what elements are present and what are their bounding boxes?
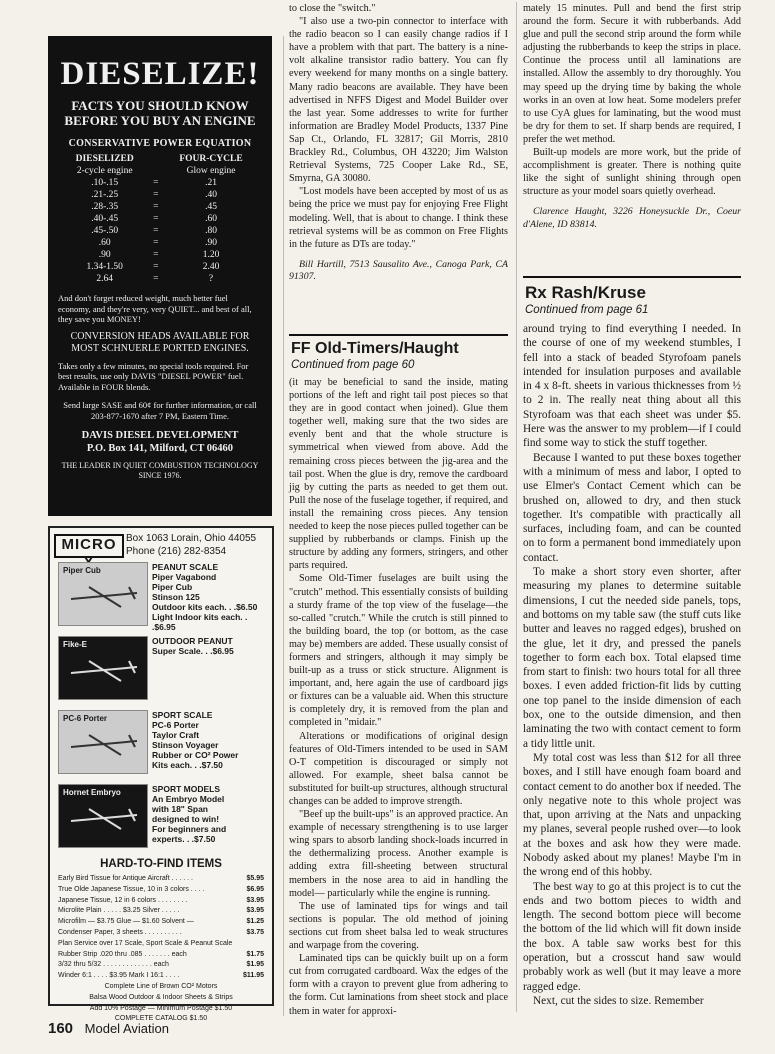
paragraph: To make a short story even shorter, after measuring my planes to determine suitable dimensions, I cut the needed side panels, tops, and bottoms on my table saw (the stuff cuts like butter and leaves no ragged edges), brushed on the glue, let it dry, and pressed the panels together to form each box. Total elapsed time from start to finish: two hours total for all three boxes. I even added friction-fit lids by cutting one top panel to the inside dimension of each box, one to the outside dimension, and then laminating the two with contact cement to form a tidy little unit. bbox=[523, 566, 741, 750]
company-address: P.O. Box 141, Milford, CT 06460 bbox=[86, 443, 234, 454]
power-cell: .21 bbox=[205, 178, 217, 188]
power-cell: ? bbox=[208, 274, 214, 284]
paragraph: Alterations or modifications of original design features of Old-Timers intended to be used in SAM O-T competition is discouraged or simply not allowed. For example, sheet balsa cannot be substituted for built-up structures, although structural changes can be added to improve strength. bbox=[289, 730, 508, 807]
power-cell: = bbox=[153, 178, 159, 188]
product-line: For beginners and bbox=[152, 824, 227, 834]
item-row bbox=[58, 939, 264, 950]
paragraph: The best way to go at this project is to cut the ends and two bottom pieces to width and length. The second bottom piece will become the bottom of the lid which will fit down inside the box. A table saw works best for this operation, but a crosscut hand saw would probably work as well (but it may leave a more ragged edge. bbox=[523, 880, 741, 993]
paragraph: Laminated tips can be quickly built up on a form cut from corrugated cardboard. Wax the edges of the form with a crayon to prevent glue from adhering to the form. Cut laminations from sheet stock and place them in water for approxi- bbox=[289, 953, 508, 1017]
ad-para-1: And don't forget reduced weight, much better fuel economy, and they're very, very QUIET... and best of all, they save you MONEY! bbox=[58, 293, 252, 324]
power-cell: = bbox=[153, 202, 159, 212]
photo-label: Hornet Embryo bbox=[63, 788, 121, 797]
product-line: Kits each. . .$7.50 bbox=[152, 760, 223, 770]
product-line: SPORT SCALE bbox=[152, 710, 213, 720]
closing-line: COMPLETE CATALOG $1.50 bbox=[114, 1015, 208, 1023]
power-row bbox=[58, 273, 262, 285]
product-line: with 18" Span bbox=[152, 804, 208, 814]
item-price: $11.95 bbox=[242, 972, 264, 980]
item-row bbox=[58, 971, 264, 982]
power-cell: = bbox=[153, 274, 159, 284]
power-row bbox=[58, 177, 262, 189]
power-cell: .28-.35 bbox=[91, 202, 119, 212]
microx-address bbox=[126, 532, 256, 558]
product-line: An Embryo Model bbox=[152, 794, 225, 804]
item-name: True Olde Japanese Tissue, 10 in 3 colors . . . . bbox=[58, 885, 205, 893]
product-description bbox=[152, 784, 226, 844]
paragraph: Because I wanted to put these boxes together with a minimum of mess and labor, I opted to use Elmer's Contact Cement which can be brushed on, allowed to dry, and then stuck together. It's compatible with practically all surfaces, including foam, and can be counted on to form a permanent bond immediately upon contact. bbox=[523, 451, 741, 564]
product-line: experts. . .$7.50 bbox=[152, 834, 216, 844]
power-cell: .60 bbox=[98, 238, 111, 248]
closing-line: Add 10% Postage — Minimum Postage $1.50 bbox=[89, 1004, 233, 1012]
product-row bbox=[58, 710, 270, 776]
paragraph: Some Old-Timer fuselages are built using the "crutch" method. This essentially consists of building a sturdy frame of the top view of the fuselage—the so-called "crutch." While the crutch is still pinned to the building board, the top (or bottom, as the case may be) members are added. These usually consist of formers and stringers, although it may simply be built-up as a truss or stick structure. Alignment is important, and, here again the use of cardboard jigs or fixtures can be a valuable aid. When this structure is completely dry, it is removed from the plan and completed in "midair." bbox=[289, 573, 508, 729]
col1-sub: 2-cycle engine bbox=[76, 166, 133, 176]
rx-continued: Continued from page 61 bbox=[525, 304, 649, 316]
section-rule bbox=[523, 276, 741, 278]
col2-sub: Glow engine bbox=[186, 166, 236, 176]
product-line: Piper Vagabond bbox=[152, 572, 217, 582]
column-2-ff bbox=[289, 376, 508, 1018]
power-row bbox=[58, 213, 262, 225]
paragraph: Built-up models are more work, but the pride of accomplishment is greater. There is nothing quite like the sight of sunlight shining through open structure as your model soars quietly overhead. bbox=[523, 147, 741, 198]
power-row bbox=[58, 237, 262, 249]
paragraph: around trying to find everything I needed. In the course of one of my weekend stumbles, I fell into a stack of beaded Styrofoam panels intended for insulation purposes and available in 4 x 8-ft. sheets in various thicknesses from ½ to 2 in. The really neat thing about all this Styrofoam was that each sheet was under $5. Here was the answer to my problem—if I could find some way to stick the stuff together. bbox=[523, 323, 741, 450]
ff-continued: Continued from page 60 bbox=[291, 359, 415, 371]
ad-para-2: CONVERSION HEADS AVAILABLE FOR MOST SCHNUERLE PORTED ENGINES. bbox=[70, 330, 250, 354]
microx-ad bbox=[48, 526, 274, 1023]
airplane-photo bbox=[58, 562, 148, 626]
paragraph: "Lost models have been accepted by most of us as being the price we must pay for enjoying Free Flight modeling. Well, that is about to change. I think these retrieval systems will be as common on Free Flights in the future as DTs are today." bbox=[289, 186, 508, 250]
item-name: Microfilm — $3.75 Glue — $1.60 Solvent — bbox=[58, 918, 194, 926]
product-line: Stinson Voyager bbox=[152, 740, 219, 750]
product-description bbox=[152, 636, 234, 656]
product-row bbox=[58, 784, 270, 850]
power-row bbox=[58, 249, 262, 261]
power-cell: .80 bbox=[205, 226, 217, 236]
microx-logo: MICRO bbox=[54, 534, 124, 558]
power-cell: .60 bbox=[205, 214, 217, 224]
ad-subhead: CONSERVATIVE POWER EQUATION bbox=[68, 138, 252, 149]
airplane-icon bbox=[59, 711, 147, 773]
magazine-title: Model Aviation bbox=[84, 1021, 169, 1036]
airplane-photo bbox=[58, 636, 148, 700]
photo-label: Fike-E bbox=[63, 640, 88, 649]
item-row bbox=[58, 885, 264, 896]
power-cell: = bbox=[153, 250, 159, 260]
hard-to-find-heading: HARD-TO-FIND ITEMS bbox=[100, 858, 222, 870]
item-price: $3.95 bbox=[246, 907, 264, 915]
item-row bbox=[58, 928, 264, 939]
item-name: 3/32 thru 5/32 . . . . . . . . . . . . . each bbox=[58, 961, 169, 969]
power-cell: = bbox=[153, 214, 159, 224]
item-row bbox=[58, 950, 264, 961]
power-cell: = bbox=[153, 226, 159, 236]
product-line: Piper Cub bbox=[152, 582, 193, 592]
page-number: 160 bbox=[48, 1020, 74, 1037]
item-row bbox=[58, 874, 264, 885]
column-3-top bbox=[523, 2, 741, 231]
paragraph: "Beef up the built-ups" is an approved practice. An example of necessary strengthening is to use larger wing spars to absorb landing shock-loads incurred in the dethermalizing process. Another example is adding extra fill-sheeting between structural members in the nose area to aid in handling the model— particularly while the engine is running. bbox=[289, 809, 508, 899]
airplane-icon bbox=[59, 785, 147, 847]
product-line: Outdoor kits each. . .$6.50 bbox=[152, 602, 258, 612]
item-price: $3.75 bbox=[246, 928, 264, 936]
ad-company bbox=[58, 429, 262, 455]
power-cell: 2.40 bbox=[202, 262, 220, 272]
power-row bbox=[58, 201, 262, 213]
item-name: Microlite Plain . . . . . $3.25 Silver . . . . . bbox=[58, 907, 180, 915]
product-line: OUTDOOR PEANUT bbox=[152, 636, 233, 646]
power-cell: .10-.15 bbox=[91, 178, 119, 188]
col2-head: FOUR-CYCLE bbox=[179, 154, 243, 164]
item-price: $1.75 bbox=[246, 950, 264, 958]
item-row bbox=[58, 917, 264, 928]
item-price: $3.95 bbox=[246, 896, 264, 904]
airplane-icon bbox=[59, 563, 147, 625]
item-price: $5.95 bbox=[246, 875, 264, 882]
airplane-photo bbox=[58, 784, 148, 848]
product-line: Light Indoor kits each. . .$6.95 bbox=[152, 612, 248, 632]
item-list bbox=[58, 874, 264, 1025]
company-name: DAVIS DIESEL DEVELOPMENT bbox=[81, 430, 239, 441]
address-line: Box 1063 Lorain, Ohio 44055 bbox=[126, 533, 257, 544]
product-line: SPORT MODELS bbox=[152, 784, 221, 794]
power-cell: 2.64 bbox=[96, 274, 114, 284]
product-line: Taylor Craft bbox=[152, 730, 200, 740]
section-rule bbox=[289, 334, 508, 336]
col1-head: DIESELIZED bbox=[75, 154, 134, 164]
item-price: $1.95 bbox=[246, 961, 264, 969]
item-name: Early Bird Tissue for Antique Aircraft . . . . . . bbox=[58, 875, 193, 882]
power-cell: 1.34-1.50 bbox=[86, 262, 123, 272]
phone-line: Phone (216) 282-8354 bbox=[126, 546, 227, 557]
item-name: Winder 6:1 . . . . $3.95 Mark I 16:1 . . . . bbox=[58, 972, 180, 980]
product-line: PEANUT SCALE bbox=[152, 562, 219, 572]
power-row bbox=[58, 189, 262, 201]
product-line: PC-6 Porter bbox=[152, 720, 199, 730]
product-row bbox=[58, 562, 270, 632]
power-cell: .90 bbox=[205, 238, 217, 248]
column-divider bbox=[516, 2, 517, 1012]
ad-title: DIESELIZE! bbox=[60, 56, 260, 92]
item-price: $1.25 bbox=[246, 918, 264, 926]
paragraph: (it may be beneficial to sand the inside, mating portions of the left and right tail post pieces so that they are in good contact when joined). Glue them together well, making sure that the two sides are evenly bent and that the whole structure is symmetrical when viewed from above. Add the remaining cross pieces between the jig-area and the tail post. When the glue is dry, remove the cardboard jig by cutting the parts as needed to get them out. Pull the nose of the fuselage together, if required, and install the remaining cross pieces. Any tension needed to keep the nose pieces pulled together can be supplied by rubberbands or clamps. Finish up the structure by adding any formers, stringers, and other parts required. bbox=[289, 377, 508, 572]
power-cell: 1.20 bbox=[202, 250, 220, 260]
paragraph: The use of laminated tips for wings and tail sections is popular. The old method of joining sections cut from sheet balsa led to weak structures and warpage from the covering. bbox=[289, 900, 508, 952]
photo-label: PC-6 Porter bbox=[63, 714, 108, 723]
airplane-photo bbox=[58, 710, 148, 774]
photo-label: Piper Cub bbox=[63, 566, 101, 575]
ad-tagline: THE LEADER IN QUIET COMBUSTION TECHNOLOGY SINCE 1976. bbox=[61, 461, 259, 480]
item-name: Plan Service over 17 Scale, Sport Scale & Peanut Scale bbox=[58, 939, 233, 947]
signature: Bill Hartill, 7513 Sausalito Ave., Canoga Park, CA 91307. bbox=[289, 258, 508, 283]
closing-line: Complete Line of Brown CO² Motors bbox=[104, 982, 218, 990]
rx-heading: Rx Rash/Kruse bbox=[525, 283, 646, 302]
power-row bbox=[58, 261, 262, 273]
product-line: Super Scale. . .$6.95 bbox=[152, 646, 234, 656]
item-price: $6.95 bbox=[246, 885, 264, 893]
signature: Clarence Haught, 3226 Honeysuckle Dr., Coeur d'Alene, ID 83814. bbox=[523, 206, 741, 230]
product-line: designed to win! bbox=[152, 814, 220, 824]
power-cell: = bbox=[153, 190, 159, 200]
column-divider bbox=[283, 36, 284, 1016]
ad-para-4: Send large SASE and 60¢ for further information, or call 203-877-1670 after 7 PM, Eastern Time. bbox=[63, 400, 257, 421]
closing-line: Balsa Wood Outdoor & Indoor Sheets & Strips bbox=[89, 993, 233, 1001]
paragraph: to close the "switch." bbox=[289, 3, 376, 14]
item-name: Condenser Paper, 3 sheets . . . . . . . . . . bbox=[58, 928, 182, 936]
power-cell: .45 bbox=[205, 202, 217, 212]
power-cell: .21-.25 bbox=[91, 190, 119, 200]
item-row bbox=[58, 896, 264, 907]
power-cell: .45-.50 bbox=[91, 226, 119, 236]
paragraph: My total cost was less than $12 for all three boxes, and I still have enough foam board and contact cement to do another box if needed. The only negative note to this whole project was that, upon arriving at the Nats and unpacking my planes, several people rushed over—to look at the boxes and ask how they were made. Nobody asked about my planes! Maybe I'm in the wrong end of this hobby. bbox=[523, 751, 741, 879]
power-cell: .40 bbox=[205, 190, 217, 200]
power-cell: = bbox=[153, 238, 159, 248]
paragraph: mately 15 minutes. Pull and bend the first strip around the form. Secure it with rubberbands. Add glue and pull the second strip around the form while adjusting the rubberbands to keep the strips in place. Continue the process until all laminations are installed. Allow the assembly to dry thoroughly. You may speed up the drying time by baking the whole works in an oven at low heat. Some modelers prefer to use CyA glues for laminating, but the wood must be dry for them to set. If sharp bends are required, I prefer the wet method. bbox=[523, 3, 741, 145]
ad-headline: FACTS YOU SHOULD KNOW BEFORE YOU BUY AN ENGINE bbox=[64, 98, 256, 128]
product-line: Rubber or CO² Power bbox=[152, 750, 239, 760]
ff-heading: FF Old-Timers/Haught bbox=[291, 340, 459, 357]
page-footer bbox=[48, 1020, 169, 1037]
product-line: Stinson 125 bbox=[152, 592, 200, 602]
column-3-rx bbox=[523, 322, 741, 1008]
airplane-icon bbox=[59, 637, 147, 699]
item-row bbox=[58, 960, 264, 971]
item-name: Rubber Strip .020 thru .085 . . . . . . . each bbox=[58, 950, 187, 958]
paragraph: Next, cut the sides to size. Remember bbox=[533, 994, 704, 1007]
product-description bbox=[152, 562, 270, 632]
power-cell: = bbox=[153, 262, 159, 272]
power-cell: .90 bbox=[98, 250, 111, 260]
ad-para-3: Takes only a few minutes, no special tools required. For best results, use only DAVIS "DIESEL POWER" fuel. Available in FOUR blends. bbox=[58, 360, 249, 392]
column-2-top bbox=[289, 2, 508, 284]
product-description bbox=[152, 710, 238, 770]
power-row bbox=[58, 225, 262, 237]
product-row bbox=[58, 636, 270, 702]
paragraph: "I also use a two-pin connector to interface with the radio beacon so I can easily change radios if I have a problem with that part. The battery is a nine-volt alkaline transistor radio battery. You can fly every weekend for many months on a single battery. Many radio beacons are available. They have been advertised in NFFS Digest and Model Builder over the last year. Some addresses to write for further information are Bradley Model Products, 1337 Pine Sap Ct., Orlando, FL 32817; Gil Morris, 2810 Brackley Rd., Columbus, OH 43220; Jim Walston Retrieval Systems, 725 Cooper Lake Rd., SE, Smyrna, GA 30080. bbox=[289, 16, 508, 185]
power-table bbox=[58, 153, 262, 285]
dieselize-ad bbox=[48, 36, 272, 516]
item-name: Japanese Tissue, 12 in 6 colors . . . . . . . . bbox=[58, 896, 188, 904]
item-row bbox=[58, 906, 264, 917]
power-cell: .40-.45 bbox=[91, 214, 119, 224]
